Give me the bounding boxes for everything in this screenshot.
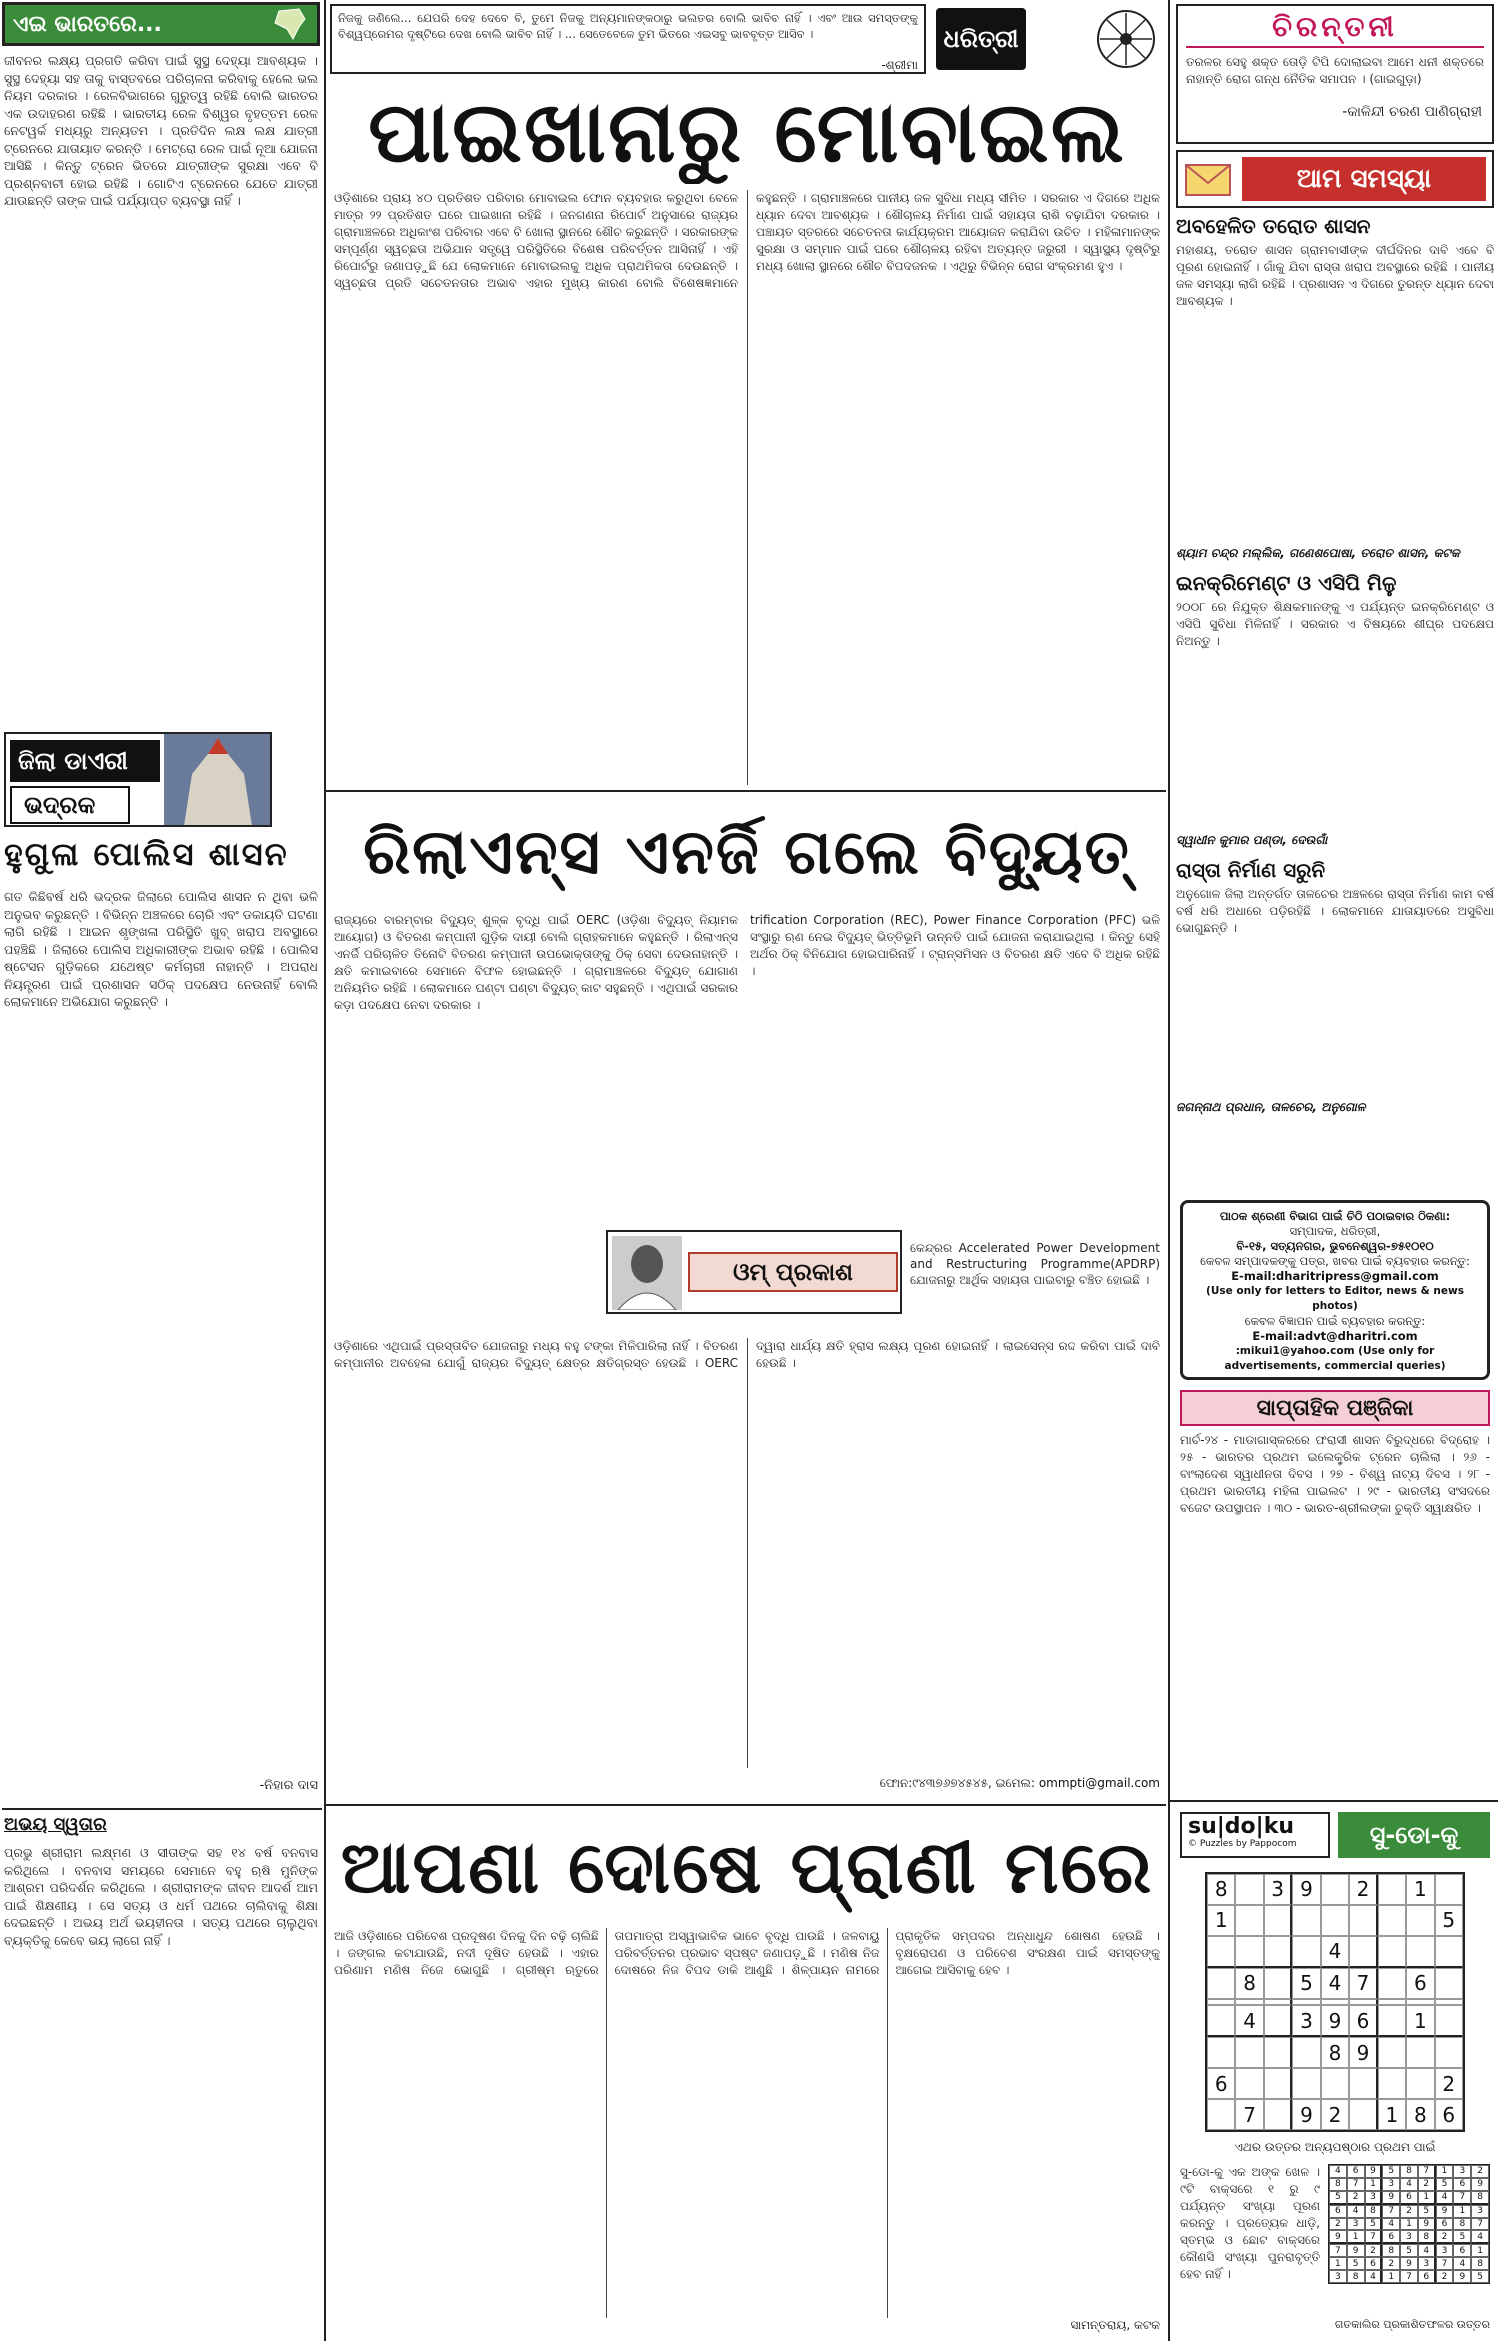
sudoku-cell[interactable]	[1435, 1874, 1463, 1905]
solved-cell: 3	[1382, 2178, 1400, 2191]
address-box	[1180, 1200, 1490, 1380]
paper-name: ଧରିତ୍ରୀ	[936, 8, 1026, 70]
sudoku-cell[interactable]	[1292, 1999, 1320, 2006]
sudoku-cell[interactable]	[1435, 1999, 1463, 2006]
sudoku-cell[interactable]: 3	[1264, 1874, 1292, 1905]
solved-cell: 1	[1436, 2165, 1454, 2178]
quote-text: ନିଜକୁ ଜଣିଲେ... ଯେପରି ଦେହ ଦେବେ ବି, ତୁମେ ନିଜକୁ ଅନ୍ୟମାନଙ୍କଠାରୁ ଭଲତର ବୋଲି ଭାବିବ ନାହିଁ । ଏବଂ ଆଉ ସମସ୍ତଙ୍କୁ ବିଶ୍ୱପ୍ରେମର ଦୃଷ୍ଟିରେ ଦେଖ ବୋଲି ଭାବିବ ନାହିଁ । ... ସେତେବେଳେ ତୁମ ଭିତରେ ଏଇସବୁ ଭାବବୃତ୍ତ ଆସିବ ।	[338, 11, 918, 41]
main-article-text: ଓଡ଼ିଶାରେ ପ୍ରାୟ ୪୦ ପ୍ରତିଶତ ପରିବାର ମୋବାଇଲ ଫୋନ ବ୍ୟବହାର କରୁଥିବା ବେଳେ ମାତ୍ର ୨୨ ପ୍ରତିଶତ ଘରେ ପାଇଖାନା ରହିଛି । ଜନଗଣନା ରିପୋର୍ଟ ଅନୁସାରେ ରାଜ୍ୟର ଗ୍ରାମାଞ୍ଚଳରେ ଅଧିକାଂଶ ପରିବାର ଏବେ ବି ଖୋଲା ସ୍ଥାନରେ ଶୌଚ କରୁଛନ୍ତି । ସରକାରଙ୍କ ସମ୍ପୂର୍ଣ୍ଣ ସ୍ୱଚ୍ଛତା ଅଭିଯାନ ସତ୍ତ୍ୱେ ପରିସ୍ଥିତିରେ ବିଶେଷ ପରିବର୍ତ୍ତନ ଆସିନାହିଁ । ଏହି ରିପୋର୍ଟରୁ ଜଣାପଡ଼ୁଛି ଯେ ଲୋକମାନେ ମୋବାଇଲକୁ ଅଧିକ ପ୍ରାଥମିକତା ଦେଉଛନ୍ତି । ସ୍ୱଚ୍ଛତା ପ୍ରତି ସଚେତନତାର ଅଭାବ ଏହାର ମୁଖ୍ୟ କାରଣ ବୋଲି ବିଶେଷଜ୍ଞମାନେ କହୁଛନ୍ତି । ଗ୍ରାମାଞ୍ଚଳରେ ପାନୀୟ ଜଳ ସୁବିଧା ମଧ୍ୟ ସୀମିତ । ସରକାର ଏ ଦିଗରେ ଅଧିକ ଧ୍ୟାନ ଦେବା ଆବଶ୍ୟକ । ଶୌଚାଳୟ ନିର୍ମାଣ ପାଇଁ ସହାୟତା ରାଶି ବଢ଼ାଯିବା ଦରକାର । ପଞ୍ଚାୟତ ସ୍ତରରେ ସଚେତନତା କାର୍ଯ୍ୟକ୍ରମ ଆୟୋଜନ କରାଯିବା ଉଚିତ । ମହିଳାମାନଙ୍କ ସୁରକ୍ଷା ଓ ସମ୍ମାନ ପାଇଁ ଘରେ ଶୌଚାଳୟ ରହିବା ଅତ୍ୟନ୍ତ ଜରୁରୀ । ସ୍ୱାସ୍ଥ୍ୟ ଦୃଷ୍ଟିରୁ ମଧ୍ୟ ଖୋଲା ସ୍ଥାନରେ ଶୌଚ ବିପଦଜନକ । ଏଥିରୁ ବିଭିନ୍ନ ରୋଗ ସଂକ୍ରମଣ ହୁଏ ।	[334, 191, 1160, 290]
letter-text: ୨୦୦୮ ରେ ନିଯୁକ୍ତ ଶିକ୍ଷକମାନଙ୍କୁ ଏ ପର୍ଯ୍ୟନ୍ତ ଇନକ୍ରିମେଣ୍ଟ ଓ ଏସିପି ସୁବିଧା ମିଳିନାହିଁ । ସରକାର ଏ ବିଷୟରେ ଶୀଘ୍ର ପଦକ୍ଷେପ ନିଅନ୍ତୁ ।	[1176, 600, 1494, 648]
solved-cell: 7	[1436, 2257, 1454, 2270]
solved-cell: 7	[1365, 2230, 1383, 2244]
address-line: ସମ୍ପାଦକ, ଧରିତ୍ରୀ,	[1289, 1224, 1381, 1238]
sudoku-cell[interactable]	[1349, 1905, 1377, 1936]
chirantani-title: ଚିରନ୍ତନୀ	[1272, 10, 1398, 43]
solved-cell: 5	[1365, 2218, 1383, 2231]
sudoku-cell[interactable]	[1406, 1905, 1434, 1936]
solved-cell: 2	[1471, 2165, 1489, 2178]
solved-cell: 5	[1453, 2230, 1471, 2244]
solved-cell: 1	[1400, 2218, 1418, 2231]
sudoku-cell[interactable]	[1406, 1936, 1434, 1968]
solved-cell: 5	[1347, 2257, 1365, 2270]
solved-cell: 2	[1400, 2205, 1418, 2218]
sudoku-cell[interactable]: 5	[1435, 1905, 1463, 1936]
india-map-icon	[269, 7, 309, 41]
abhaya-title: ଅଭୟ ସ୍ୱତାର	[4, 1814, 107, 1835]
author-photo	[612, 1236, 682, 1310]
solved-cell: 1	[1329, 2257, 1347, 2270]
energy-text-right: trification Corporation (REC), Power Finance Corporation (PFC) ଭଳି ସଂସ୍ଥାରୁ ଋଣ ନେଇ ବିଦ୍ୟୁତ୍ ଭିତ୍ତିଭୂମି ଉନ୍ନତି ପାଇଁ ଯୋଜନା କରାଯାଇଥିଲା । କିନ୍ତୁ ସେହି ଅର୍ଥର ଠିକ୍ ବିନିଯୋଗ ହୋଇପାରିନାହିଁ । ଟ୍ରାନ୍ସମିସନ ଓ ବିତରଣ କ୍ଷତି ଏବେ ବି ଅଧିକ ରହିଛି ।	[750, 913, 1160, 978]
sudoku-cell[interactable]	[1435, 2005, 1463, 2037]
sudoku-cell[interactable]: 7	[1235, 2099, 1263, 2130]
letter-sign: ସ୍ୱାଧୀନ କୁମାର ପଣ୍ଡା, ଦେଉଗାଁ	[1176, 833, 1328, 847]
author-name: ଓମ୍ ପ୍ରକାଶ	[688, 1252, 898, 1292]
solved-cell: 4	[1329, 2165, 1347, 2178]
weekly-text: ମାର୍ଚ-୨୪ - ମାଡାଗାସ୍କରରେ ଫରାସୀ ଶାସନ ବିରୁଦ୍ଧରେ ବିଦ୍ରୋହ । ୨୫ - ଭାରତର ପ୍ରଥମ ଇଲେକ୍ଟ୍ରିକ ଟ୍ରେନ ଚାଲିଲା । ୨୬ - ବାଂଲାଦେଶ ସ୍ୱାଧୀନତା ଦିବସ । ୨୭ - ବିଶ୍ୱ ନାଟ୍ୟ ଦିବସ । ୨୮ - ପ୍ରଥମ ଭାରତୀୟ ମହିଳା ପାଇଲଟ । ୨୯ - ଭାରତୀୟ ସଂସଦରେ ବଜେଟ ଉପସ୍ଥାପନ । ୩୦ - ଭାରତ-ଶ୍ରୀଲଙ୍କା ଚୁକ୍ତି ସ୍ୱାକ୍ଷରିତ ।	[1180, 1433, 1490, 1515]
sudoku-cell[interactable]	[1264, 1905, 1292, 1936]
quote-author: -ଶ୍ରୀମା	[881, 58, 918, 72]
solved-cell: 3	[1436, 2244, 1454, 2257]
left-banner	[2, 2, 320, 46]
paper-logo	[930, 4, 1164, 74]
solved-cell: 7	[1329, 2244, 1347, 2257]
solved-cell: 3	[1329, 2270, 1347, 2283]
sudoku-cell[interactable]	[1207, 1999, 1235, 2006]
sudoku-cell[interactable]: 4	[1321, 1968, 1349, 1999]
solved-cell: 8	[1347, 2270, 1365, 2283]
sudoku-cell[interactable]	[1321, 1905, 1349, 1936]
sudoku-cell[interactable]: 8	[1235, 1968, 1263, 1999]
sudoku-cell[interactable]: 9	[1321, 2005, 1349, 2037]
police-author: -ନିହାର ଦାସ	[259, 1778, 318, 1793]
banner-title-box	[2, 2, 320, 46]
solved-cell: 9	[1453, 2270, 1471, 2283]
sudoku-cell[interactable]	[1378, 2005, 1406, 2037]
solved-cell: 3	[1365, 2191, 1383, 2205]
sudoku-cell[interactable]	[1235, 2037, 1263, 2068]
energy-contact: ଫୋନ:୯୪୩୭୬୭୪୫୪୫, ଇମେଲ: ommpti@gmail.com	[879, 1776, 1160, 1790]
address-line: ପାଠକ ଶ୍ରେଣୀ ବିଭାଗ ପାଇଁ ଚିଠି ପଠାଇବାର ଠିକଣା:	[1219, 1209, 1451, 1223]
solved-cell: 2	[1365, 2244, 1383, 2257]
sudoku-cell[interactable]	[1207, 2005, 1235, 2037]
district-name: ଭଦ୍ରକ	[10, 786, 130, 824]
chirantani-text: ତରଳର ସେହୁ ଶକ୍ତ ତୋଡ଼ି ଟିପି ଦୋଲାଇବା ଆମେ ଧନୀ ଶକ୍ତରେ ନାହାନ୍ତି ରୋଗ ଗନ୍ଧ ନୈତିକ ସମାପନ । (ଗାଇଗୁଡ଼ା)	[1186, 55, 1484, 86]
solved-cell: 5	[1400, 2244, 1418, 2257]
solved-cell: 5	[1471, 2270, 1489, 2283]
sudoku-cell[interactable]	[1207, 2099, 1235, 2130]
sudoku-cell[interactable]: 6	[1406, 1968, 1434, 1999]
solved-cell: 1	[1418, 2191, 1436, 2205]
sudoku-caption: ଏଥର ଉତ୍ତର ଅନ୍ୟପଷ୍ଠାର ପ୍ରଥମ ପାଇଁ	[1234, 2140, 1436, 2154]
left-news-text: ଜୀବନର ଲକ୍ଷ୍ୟ ପ୍ରଗତି କରିବା ପାଇଁ ସୁସ୍ଥ ଦେହ୍ୟା ଆବଶ୍ୟକ । ସୁସ୍ଥ ଦେହ୍ୟା ସହ ତାକୁ ବାସ୍ତବରେ ପରିଚାଳନା କରିବାକୁ ହେଲେ ଭଲ ନିୟମ ଦରକାର । ରେଳବିଭାଗରେ ଗୁରୁତ୍ୱ ରହିଛି ବୋଲି ଭାରତର ଏକ ଉଦାହରଣ ରହିଛି । ଭାରତୀୟ ରେଳ ବିଶ୍ୱର ବୃହତ୍ତମ ରେଳ ନେଟୱର୍କ ମଧ୍ୟରୁ ଅନ୍ୟତମ । ପ୍ରତିଦିନ ଲକ୍ଷ ଲକ୍ଷ ଯାତ୍ରୀ ଟ୍ରେନରେ ଯାତାୟାତ କରନ୍ତି । ମେଟ୍ରୋ ରେଳ ପାଇଁ ନୂଆ ଯୋଜନା ଆସିଛି । କିନ୍ତୁ ଟ୍ରେନ ଭିତରେ ଯାତ୍ରୀଙ୍କ ସୁରକ୍ଷା ଏବେ ବି ପ୍ରଶ୍ନବାଚୀ ହୋଇ ରହିଛି । ଗୋଟିଏ ଟ୍ରେନରେ ଯେତେ ଯାତ୍ରୀ ଯାଉଛନ୍ତି ତାଙ୍କ ପାଇଁ ପର୍ଯ୍ୟାପ୍ତ ବ୍ୟବସ୍ଥା ନାହିଁ ।	[4, 53, 318, 208]
solved-cell: 6	[1382, 2230, 1400, 2244]
solved-cell: 1	[1453, 2205, 1471, 2218]
sudoku-cell[interactable]: 9	[1292, 2099, 1320, 2130]
solved-cell: 9	[1471, 2178, 1489, 2191]
solved-cell: 1	[1471, 2244, 1489, 2257]
energy-headline: ରିଲାଏନ୍ସ ଏନର୍ଜି ଗଲେ ବିଦ୍ୟୁତ୍	[363, 815, 1131, 888]
sudoku-cell[interactable]	[1235, 1874, 1263, 1905]
bottom-author: ସାମନ୍ତରାୟ, କଟକ	[1070, 2318, 1160, 2332]
solved-cell: 5	[1436, 2178, 1454, 2191]
solved-grid	[1328, 2164, 1490, 2284]
sudoku-cell[interactable]	[1321, 2068, 1349, 2099]
solved-cell: 6	[1418, 2270, 1436, 2283]
weekly-title: ସାପ୍ତାହିକ ପଞ୍ଜିକା	[1180, 1390, 1490, 1426]
sudoku-cell[interactable]: 6	[1207, 2068, 1235, 2099]
solved-cell: 7	[1471, 2218, 1489, 2231]
letter-sign: ଜଗନ୍ନାଥ ପ୍ରଧାନ, ତାଳଚେର, ଅନୁଗୋଳ	[1176, 1100, 1366, 1114]
solved-cell: 1	[1347, 2230, 1365, 2244]
sudoku-header	[1180, 1810, 1490, 1860]
sudoku-cell[interactable]: 1	[1406, 1874, 1434, 1905]
sudoku-cell[interactable]: 1	[1406, 2005, 1434, 2037]
solved-cell: 9	[1329, 2230, 1347, 2244]
solved-cell: 4	[1436, 2191, 1454, 2205]
sudoku-cell[interactable]: 8	[1406, 2099, 1434, 2130]
district-title: ଜିଲା ଡାଏରୀ	[10, 740, 160, 782]
letter-title: ଅବହେଳିତ ତରୋତ ଶାସନ	[1176, 214, 1371, 238]
sudoku-cell[interactable]	[1207, 2037, 1235, 2068]
sudoku-cell[interactable]	[1378, 2037, 1406, 2068]
solved-cell: 2	[1436, 2230, 1454, 2244]
solved-cell: 9	[1347, 2244, 1365, 2257]
solved-cell: 2	[1329, 2218, 1347, 2231]
sudoku-cell[interactable]	[1406, 1999, 1434, 2006]
sudoku-cell[interactable]: 4	[1235, 2005, 1263, 2037]
solved-cell: 7	[1347, 2178, 1365, 2191]
solved-cell: 8	[1400, 2165, 1418, 2178]
solved-cell: 8	[1471, 2257, 1489, 2270]
police-text: ଗତ କିଛିବର୍ଷ ଧରି ଭଦ୍ରକ ଜିଲାରେ ପୋଲିସ ଶାସନ ନ ଥିବା ଭଳି ଅନୁଭବ କରୁଛନ୍ତି । ବିଭିନ୍ନ ଅଞ୍ଚଳରେ ଚୋରି ଏବଂ ଡକାୟତି ଘଟଣା ଲାଗି ରହିଛି । ଆଇନ ଶୃଙ୍ଖଳା ପରିସ୍ଥିତି ଖୁବ୍ ଖରାପ ଅବସ୍ଥାରେ ପହଞ୍ଚିଛି । ଜିଲାରେ ପୋଲିସ ଅଧିକାରୀଙ୍କ ଅଭାବ ରହିଛି । ପୋଲିସ ଷ୍ଟେସନ ଗୁଡ଼ିକରେ ଯଥେଷ୍ଟ କର୍ମଚାରୀ ନାହାନ୍ତି । ଅପରାଧ ନିୟନ୍ତ୍ରଣ ପାଇଁ ପ୍ରଶାସନ ସଠିକ୍ ପଦକ୍ଷେପ ନେଉନାହିଁ ବୋଲି ଲୋକମାନେ ଅଭିଯୋଗ କରୁଛନ୍ତି ।	[4, 889, 318, 1009]
address-line: କେବଳ ବିଜ୍ଞାପନ ପାଇଁ ବ୍ୟବହାର କରନ୍ତୁ:	[1244, 1314, 1426, 1328]
solved-cell: 9	[1436, 2205, 1454, 2218]
solved-cell: 3	[1453, 2165, 1471, 2178]
solved-cell: 4	[1382, 2218, 1400, 2231]
email-link[interactable]: E-mail:advt@dharitri.com	[1252, 1329, 1418, 1343]
solved-cell: 9	[1400, 2257, 1418, 2270]
sudoku-cell[interactable]	[1435, 2037, 1463, 2068]
solved-cell: 6	[1453, 2178, 1471, 2191]
sudoku-cell[interactable]	[1264, 2099, 1292, 2130]
sudoku-cell[interactable]: 9	[1349, 2037, 1377, 2068]
police-headline: ହୁଗୁଳା ପୋଲିସ ଶାସନ	[4, 835, 289, 873]
solved-cell: 6	[1400, 2191, 1418, 2205]
solved-cell: 4	[1347, 2205, 1365, 2218]
district-diary-box	[4, 732, 272, 827]
solved-cell: 9	[1382, 2191, 1400, 2205]
banner-title: ଏଇ ଭାରତରେ...	[13, 11, 162, 37]
solved-cell: 6	[1347, 2165, 1365, 2178]
solved-cell: 6	[1436, 2218, 1454, 2231]
solved-cell: 9	[1365, 2165, 1383, 2178]
energy-text-left: ରାଜ୍ୟରେ ବାରମ୍ବାର ବିଦ୍ୟୁତ୍ ଶୁଳ୍କ ବୃଦ୍ଧି ପାଇଁ OERC (ଓଡ଼ିଶା ବିଦ୍ୟୁତ୍ ନିୟାମକ ଆୟୋଗ) ଓ ବିତରଣ କମ୍ପାନୀ ଗୁଡ଼ିକ ଦାୟୀ ବୋଲି ଗ୍ରାହକମାନେ କହୁଛନ୍ତି । ରିଲାଏନ୍ସ ଏନର୍ଜି ପରିଚାଳିତ ତିନୋଟି ବିତରଣ କମ୍ପାନୀ ଉପଭୋକ୍ତାଙ୍କୁ ଠିକ୍ ସେବା ଦେଉନାହାନ୍ତି । କ୍ଷତି କମାଇବାରେ ସେମାନେ ବିଫଳ ହୋଇଛନ୍ତି । ଗ୍ରାମାଞ୍ଚଳରେ ବିଦ୍ୟୁତ୍ ଯୋଗାଣ ଅନିୟମିତ ରହିଛି । ଲୋକମାନେ ଘଣ୍ଟା ଘଣ୍ଟା ବିଦ୍ୟୁତ୍ କାଟ ସହୁଛନ୍ତି । ଏଥିପାଇଁ ସରକାର କଡ଼ା ପଦକ୍ଷେପ ନେବା ଦରକାର ।	[334, 913, 738, 1012]
sudoku-instructions: ସୁ-ଡୋ-କୁ ଏକ ଅଙ୍କ ଖେଳ । ୯ଟି ବାକ୍ସରେ ୧ ରୁ ୯ ପର୍ଯ୍ୟନ୍ତ ସଂଖ୍ୟା ପୂରଣ କରନ୍ତୁ । ପ୍ରତ୍ୟେକ ଧାଡ଼ି, ସ୍ତମ୍ଭ ଓ ଛୋଟ ବାକ୍ସରେ କୌଣସି ସଂଖ୍ୟା ପୁନରାବୃତ୍ତି ହେବ ନାହିଁ ।	[1180, 2165, 1320, 2281]
solved-cell: 7	[1400, 2270, 1418, 2283]
divider	[326, 790, 1166, 792]
sudoku-cell[interactable]: 5	[1292, 1968, 1320, 1999]
solved-cell: 3	[1400, 2230, 1418, 2244]
sudoku-odia-title: ସୁ-ଡୋ-କୁ	[1338, 1812, 1490, 1858]
abhaya-text: ପ୍ରଭୁ ଶ୍ରୀରାମ ଲକ୍ଷ୍ମଣ ଓ ସୀତାଙ୍କ ସହ ୧୪ ବର୍ଷ ବନବାସ କରିଥିଲେ । ବନବାସ ସମୟରେ ସେମାନେ ବହୁ ଋଷି ମୁନିଙ୍କ ଆଶ୍ରମ ପରିଦର୍ଶନ କରିଥିଲେ । ଶ୍ରୀରାମଙ୍କ ଜୀବନ ଆଦର୍ଶ ଆମ ପାଇଁ ଶିକ୍ଷଣୀୟ । ସେ ସତ୍ୟ ଓ ଧର୍ମ ପଥରେ ଚାଲିବାକୁ ଶିକ୍ଷା ଦେଇଛନ୍ତି । ଅଭୟ ଅର୍ଥ ଭୟହୀନତା । ସତ୍ୟ ପଥରେ ଚାଲୁଥିବା ବ୍ୟକ୍ତିକୁ କେବେ ଭୟ ଲାଗେ ନାହିଁ ।	[4, 1845, 318, 1948]
sudoku-cell[interactable]: 2	[1321, 2099, 1349, 2130]
letter-sign: ଶ୍ୟାମ ଚନ୍ଦ୍ର ମଲ୍ଲିକ, ଗଣେଶପୋଷା, ତରୋତ ଶାସନ, କଟକ	[1176, 546, 1460, 560]
email-note: (Use only for letters to Editor, news & news photos)	[1206, 1285, 1464, 1312]
sudoku-cell[interactable]: 7	[1349, 1968, 1377, 1999]
solved-cell: 2	[1382, 2257, 1400, 2270]
sudoku-cell[interactable]	[1378, 1936, 1406, 1968]
solved-cell: 6	[1453, 2244, 1471, 2257]
column-divider	[324, 0, 326, 2341]
solved-cell: 9	[1418, 2218, 1436, 2231]
address-line: କେବଳ ସମ୍ପାଦକଙ୍କୁ ପତ୍ର, ଖବର ପାଇଁ ବ୍ୟବହାର କରନ୍ତୁ:	[1200, 1254, 1470, 1268]
amma-banner	[1176, 150, 1494, 208]
solved-cell: 1	[1382, 2270, 1400, 2283]
sudoku-cell[interactable]: 1	[1207, 1905, 1235, 1936]
sudoku-cell[interactable]	[1235, 2068, 1263, 2099]
sudoku-cell[interactable]	[1264, 2068, 1292, 2099]
email-link[interactable]: E-mail:dharitripress@gmail.com	[1231, 1269, 1439, 1283]
sudoku-cell[interactable]: 2	[1435, 2068, 1463, 2099]
sudoku-grid[interactable]	[1205, 1872, 1465, 2132]
sudoku-cell[interactable]	[1235, 1905, 1263, 1936]
sudoku-cell[interactable]: 8	[1321, 2037, 1349, 2068]
solved-cell: 4	[1453, 2257, 1471, 2270]
quote-box	[330, 4, 926, 74]
sudoku-cell[interactable]	[1435, 1936, 1463, 1968]
bottom-headline: ଆପଣା ଦୋଷେ ପ୍ରାଣୀ ମରେ	[340, 1825, 1154, 1909]
solved-cell: 7	[1453, 2191, 1471, 2205]
sudoku-cell[interactable]: 4	[1321, 1936, 1349, 1968]
solved-cell: 5	[1418, 2205, 1436, 2218]
solved-cell: 3	[1471, 2205, 1489, 2218]
sudoku-cell[interactable]: 8	[1207, 1874, 1235, 1905]
sudoku-cell[interactable]	[1378, 2068, 1406, 2099]
sudoku-cell[interactable]	[1207, 1936, 1235, 1968]
sudoku-cell[interactable]	[1207, 1968, 1235, 1999]
solved-cell: 8	[1329, 2178, 1347, 2191]
solved-cell: 8	[1382, 2244, 1400, 2257]
apdrp-text: କେନ୍ଦ୍ରର Accelerated Power Development and Restructuring Programme(APDRP) ଯୋଜନାରୁ ଆର୍ଥିକ ସହାୟତା ପାଇବାରୁ ବଞ୍ଚିତ ହୋଇଛି ।	[910, 1241, 1160, 1287]
solved-cell: 1	[1365, 2178, 1383, 2191]
chirantani-box	[1176, 4, 1494, 144]
solved-cell: 8	[1453, 2218, 1471, 2231]
solved-cell: 2	[1418, 2178, 1436, 2191]
sudoku-cell[interactable]	[1292, 1905, 1320, 1936]
sudoku-cell[interactable]: 9	[1292, 1874, 1320, 1905]
solved-cell: 4	[1400, 2178, 1418, 2191]
sudoku-cell[interactable]	[1406, 2068, 1434, 2099]
sudoku-cell[interactable]	[1292, 2068, 1320, 2099]
sudoku-cell[interactable]	[1264, 1968, 1292, 1999]
address-line: ବି-୧୫, ସତ୍ୟନଗର, ଭୁବନେଶ୍ୱର-୭୫୧୦୧୦	[1236, 1239, 1434, 1253]
letter-text: ଅନୁଗୋଳ ଜିଲା ଅନ୍ତର୍ଗତ ତାଳଚେର ଅଞ୍ଚଳରେ ରାସ୍ତା ନିର୍ମାଣ କାମ ବର୍ଷ ବର୍ଷ ଧରି ଅଧାରେ ପଡ଼ିରହିଛି । ଲୋକମାନେ ଯାତାୟାତରେ ଅସୁବିଧା ଭୋଗୁଛନ୍ତି ।	[1176, 887, 1494, 935]
solved-cell: 4	[1471, 2230, 1489, 2244]
email-note: :mikui1@yahoo.com (Use only for advertisements, commercial queries)	[1224, 1345, 1446, 1372]
solved-caption: ଗତକାଲିର ପ୍ରକାଶିତଫଳର ଉତ୍ତର	[1334, 2318, 1490, 2331]
letter-text: ମହାଶୟ, ତରୋତ ଶାସନ ଗ୍ରାମବାସୀଙ୍କ ଦୀର୍ଘଦିନର ଦାବି ଏବେ ବି ପୂରଣ ହୋଇନାହିଁ । ଗାଁକୁ ଯିବା ରାସ୍ତା ଖରାପ ଅବସ୍ଥାରେ ରହିଛି । ପାନୀୟ ଜଳ ସମସ୍ୟା ଲାଗି ରହିଛି । ପ୍ରଶାସନ ଏ ଦିଗରେ ତୁରନ୍ତ ଧ୍ୟାନ ଦେବା ଆବଶ୍ୟକ ।	[1176, 243, 1494, 308]
bottom-article-text: ଆଜି ଓଡ଼ିଶାରେ ପରିବେଶ ପ୍ରଦୂଷଣ ଦିନକୁ ଦିନ ବଢ଼ି ଚାଲିଛି । ଜଙ୍ଗଲ କଟାଯାଉଛି, ନଦୀ ଦୂଷିତ ହେଉଛି । ଏହାର ପରିଣାମ ମଣିଷ ନିଜେ ଭୋଗୁଛି । ଗ୍ରୀଷ୍ମ ଋତୁରେ ତାପମାତ୍ରା ଅସ୍ୱାଭାବିକ ଭାବେ ବୃଦ୍ଧି ପାଉଛି । ଜଳବାୟୁ ପରିବର୍ତ୍ତନର ପ୍ରଭାବ ସ୍ପଷ୍ଟ ଜଣାପଡ଼ୁଛି । ମଣିଷ ନିଜ ଦୋଷରେ ନିଜ ବିପଦ ଡାକି ଆଣୁଛି । ଶିଳ୍ପାୟନ ନାମରେ ପ୍ରାକୃତିକ ସମ୍ପଦର ଅନ୍ଧାଧୁନ୍ଦ ଶୋଷଣ ହେଉଛି । ବୃକ୍ଷରୋପଣ ଓ ପରିବେଶ ସଂରକ୍ଷଣ ପାଇଁ ସମସ୍ତଙ୍କୁ ଆଗେଇ ଆସିବାକୁ ହେବ ।	[334, 1929, 1160, 1977]
solved-cell: 6	[1329, 2205, 1347, 2218]
envelope-icon	[1184, 159, 1236, 199]
sudoku-cell[interactable]	[1292, 2037, 1320, 2068]
solved-cell: 8	[1418, 2230, 1436, 2244]
divider	[1170, 1800, 1498, 1802]
sudoku-cell[interactable]: 1	[1378, 2099, 1406, 2130]
sudoku-cell[interactable]: 6	[1435, 2099, 1463, 2130]
sudoku-cell[interactable]	[1435, 1968, 1463, 1999]
sudoku-cell[interactable]	[1349, 1999, 1377, 2006]
main-headline: ପାଇଖାନାରୁ ମୋବାଇଲ	[368, 83, 1126, 181]
sudoku-logo	[1180, 1812, 1330, 1858]
letter-title: ରାସ୍ତା ନିର୍ମାଣ ସରୁନି	[1176, 858, 1326, 882]
amma-title: ଆମ ସମସ୍ୟା	[1242, 157, 1486, 201]
emblem-icon	[1094, 7, 1158, 71]
sudoku-cell[interactable]	[1378, 1905, 1406, 1936]
solved-cell: 3	[1347, 2218, 1365, 2231]
solved-cell: 6	[1365, 2257, 1383, 2270]
sudoku-cell[interactable]: 3	[1292, 2005, 1320, 2037]
sudoku-logo-text: su|do|ku	[1188, 1814, 1294, 1839]
solved-cell: 2	[1347, 2191, 1365, 2205]
solved-cell: 7	[1418, 2165, 1436, 2178]
solved-cell: 2	[1436, 2270, 1454, 2283]
sudoku-cell[interactable]	[1264, 2005, 1292, 2037]
sudoku-cell[interactable]	[1349, 2099, 1377, 2130]
sudoku-cell[interactable]	[1235, 1999, 1263, 2006]
solved-cell: 5	[1329, 2191, 1347, 2205]
sudoku-cell[interactable]: 6	[1349, 2005, 1377, 2037]
author-box	[606, 1230, 902, 1314]
energy-text-bottom: ଓଡ଼ିଶାରେ ଏଥିପାଇଁ ପ୍ରସ୍ତାବିତ ଯୋଜନାରୁ ମଧ୍ୟ ବହୁ ଟଙ୍କା ମିଳିପାରିଲା ନାହିଁ । ବିତରଣ କମ୍ପାନୀର ଅବହେଳା ଯୋଗୁଁ ରାଜ୍ୟର ବିଦ୍ୟୁତ୍ କ୍ଷେତ୍ର କ୍ଷତିଗ୍ରସ୍ତ ହେଉଛି । OERC ଦ୍ୱାରା ଧାର୍ଯ୍ୟ କ୍ଷତି ହ୍ରାସ ଲକ୍ଷ୍ୟ ପୂରଣ ହୋଇନାହିଁ । ଲାଇସେନ୍ସ ରଦ୍ଦ କରିବା ପାଇଁ ଦାବି ହେଉଛି ।	[334, 1339, 1160, 1370]
letter-title: ଇନକ୍ରିମେଣ୍ଟ ଓ ଏସିପି ମିଳୁ	[1176, 571, 1397, 595]
solved-cell: 5	[1382, 2165, 1400, 2178]
sudoku-cell[interactable]	[1349, 2068, 1377, 2099]
sudoku-cell[interactable]	[1406, 2037, 1434, 2068]
letters-section	[1176, 214, 1494, 1194]
solved-cell: 4	[1365, 2270, 1383, 2283]
column-divider	[1168, 0, 1170, 2341]
sudoku-cell[interactable]	[1321, 1999, 1349, 2006]
solved-cell: 8	[1471, 2191, 1489, 2205]
sudoku-cell[interactable]	[1378, 1874, 1406, 1905]
sudoku-cell[interactable]	[1321, 1874, 1349, 1905]
sudoku-cell[interactable]	[1292, 1936, 1320, 1968]
chirantani-author: -କାଳିନ୍ଦୀ ଚରଣ ପାଣିଗ୍ରାହୀ	[1342, 104, 1482, 120]
sudoku-cell[interactable]	[1378, 1999, 1406, 2006]
sudoku-credit: © Puzzles by Pappocom	[1188, 1839, 1297, 1849]
temple-photo	[164, 734, 272, 826]
sudoku-cell[interactable]	[1264, 1999, 1292, 2006]
solved-cell: 3	[1418, 2257, 1436, 2270]
sudoku-cell[interactable]	[1378, 1968, 1406, 1999]
sudoku-cell[interactable]	[1264, 2037, 1292, 2068]
divider	[2, 1808, 322, 1810]
divider	[326, 1804, 1166, 1806]
solved-cell: 7	[1382, 2205, 1400, 2218]
sudoku-cell[interactable]: 2	[1349, 1874, 1377, 1905]
sudoku-cell[interactable]	[1235, 1936, 1263, 1968]
solved-cell: 4	[1418, 2244, 1436, 2257]
solved-cell: 8	[1365, 2205, 1383, 2218]
sudoku-cell[interactable]	[1264, 1936, 1292, 1968]
sudoku-cell[interactable]	[1349, 1936, 1377, 1968]
